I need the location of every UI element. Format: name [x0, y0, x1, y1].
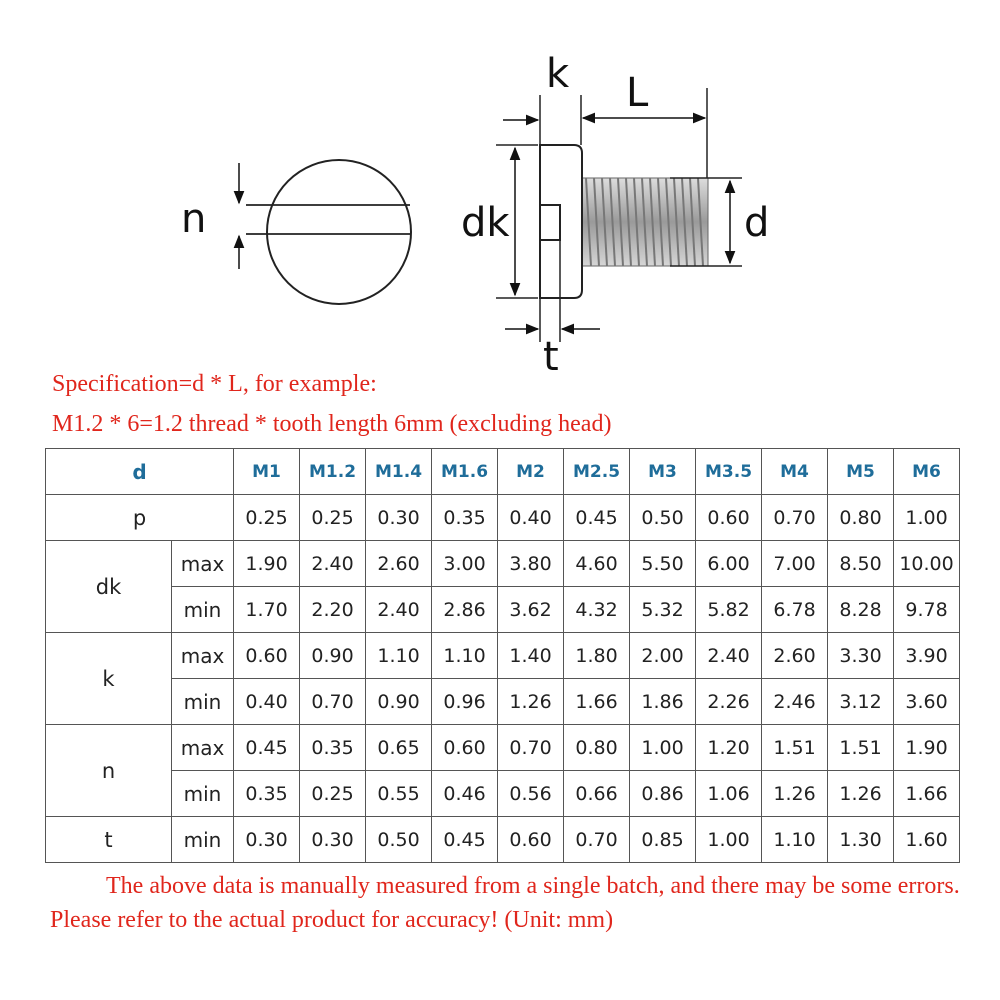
value-cell: 1.00 — [696, 817, 762, 863]
spec-line-2: M1.2 * 6=1.2 thread * tooth length 6mm (excluding head) — [52, 411, 612, 437]
size-header: M5 — [828, 449, 894, 495]
value-cell: 1.90 — [894, 725, 960, 771]
value-cell: 0.30 — [234, 817, 300, 863]
value-cell: 2.00 — [630, 633, 696, 679]
value-cell: 0.56 — [498, 771, 564, 817]
label-L: L — [626, 70, 649, 116]
value-cell: 5.32 — [630, 587, 696, 633]
value-cell: 2.40 — [696, 633, 762, 679]
header-d-label: d — [46, 449, 234, 495]
size-header: M2.5 — [564, 449, 630, 495]
value-cell: 0.30 — [300, 817, 366, 863]
value-cell: 0.66 — [564, 771, 630, 817]
value-cell: 3.62 — [498, 587, 564, 633]
value-cell: 1.80 — [564, 633, 630, 679]
value-cell: 0.46 — [432, 771, 498, 817]
sub-label-max: max — [172, 633, 234, 679]
sub-label-min: min — [172, 771, 234, 817]
value-cell: 5.82 — [696, 587, 762, 633]
table-row-t-min — [46, 817, 960, 863]
value-cell: 1.51 — [828, 725, 894, 771]
value-cell: 1.60 — [894, 817, 960, 863]
value-cell: 0.50 — [366, 817, 432, 863]
value-cell: 0.30 — [366, 495, 432, 541]
value-cell: 1.06 — [696, 771, 762, 817]
value-cell: 0.25 — [234, 495, 300, 541]
value-cell: 1.51 — [762, 725, 828, 771]
value-cell: 1.40 — [498, 633, 564, 679]
screw-thread — [580, 178, 708, 266]
label-t: t — [543, 334, 559, 370]
table-row-dk-max — [46, 541, 960, 587]
row-label-p: p — [46, 495, 234, 541]
size-header: M1.4 — [366, 449, 432, 495]
value-cell: 1.90 — [234, 541, 300, 587]
value-cell: 3.00 — [432, 541, 498, 587]
value-cell: 1.00 — [630, 725, 696, 771]
size-header: M1.6 — [432, 449, 498, 495]
size-header: M1.2 — [300, 449, 366, 495]
table-row-n-min — [46, 771, 960, 817]
value-cell: 1.66 — [564, 679, 630, 725]
value-cell: 0.50 — [630, 495, 696, 541]
row-label-dk: dk — [46, 541, 172, 633]
value-cell: 7.00 — [762, 541, 828, 587]
value-cell: 3.80 — [498, 541, 564, 587]
table-row-dk-min — [46, 587, 960, 633]
row-label-t: t — [46, 817, 172, 863]
value-cell: 3.60 — [894, 679, 960, 725]
value-cell: 3.12 — [828, 679, 894, 725]
value-cell: 0.40 — [234, 679, 300, 725]
value-cell: 1.20 — [696, 725, 762, 771]
value-cell: 2.26 — [696, 679, 762, 725]
value-cell: 0.90 — [300, 633, 366, 679]
value-cell: 0.70 — [564, 817, 630, 863]
value-cell: 0.45 — [432, 817, 498, 863]
sub-label-min: min — [172, 679, 234, 725]
value-cell: 0.60 — [696, 495, 762, 541]
value-cell: 10.00 — [894, 541, 960, 587]
value-cell: 9.78 — [894, 587, 960, 633]
value-cell: 0.70 — [762, 495, 828, 541]
table-row-p — [46, 495, 960, 541]
table-row-k-max — [46, 633, 960, 679]
value-cell: 1.26 — [498, 679, 564, 725]
size-header: M3 — [630, 449, 696, 495]
value-cell: 0.55 — [366, 771, 432, 817]
value-cell: 0.90 — [366, 679, 432, 725]
value-cell: 0.65 — [366, 725, 432, 771]
sub-label-min: min — [172, 587, 234, 633]
value-cell: 0.35 — [300, 725, 366, 771]
label-dk: dk — [461, 200, 510, 246]
value-cell: 0.25 — [300, 771, 366, 817]
value-cell: 0.60 — [432, 725, 498, 771]
sub-label-max: max — [172, 541, 234, 587]
label-n: n — [181, 196, 207, 242]
value-cell: 1.26 — [762, 771, 828, 817]
sub-label-min: min — [172, 817, 234, 863]
value-cell: 0.25 — [300, 495, 366, 541]
value-cell: 0.70 — [498, 725, 564, 771]
value-cell: 8.28 — [828, 587, 894, 633]
value-cell: 5.50 — [630, 541, 696, 587]
label-d: d — [744, 200, 770, 246]
value-cell: 0.80 — [828, 495, 894, 541]
value-cell: 3.90 — [894, 633, 960, 679]
value-cell: 8.50 — [828, 541, 894, 587]
value-cell: 0.96 — [432, 679, 498, 725]
table-header-row — [46, 449, 960, 495]
measurement-note: The above data is manually measured from a single batch, and there may be some errors. Please refer to the actual product for accuracy! (Unit: mm) — [50, 873, 960, 933]
value-cell: 1.10 — [366, 633, 432, 679]
value-cell: 6.00 — [696, 541, 762, 587]
sub-label-max: max — [172, 725, 234, 771]
value-cell: 1.66 — [894, 771, 960, 817]
value-cell: 2.40 — [366, 587, 432, 633]
value-cell: 1.30 — [828, 817, 894, 863]
value-cell: 4.32 — [564, 587, 630, 633]
value-cell: 3.30 — [828, 633, 894, 679]
value-cell: 0.60 — [498, 817, 564, 863]
value-cell: 2.60 — [762, 633, 828, 679]
spec-line-1: Specification=d * L, for example: — [52, 371, 377, 397]
value-cell: 2.86 — [432, 587, 498, 633]
value-cell: 6.78 — [762, 587, 828, 633]
value-cell: 1.00 — [894, 495, 960, 541]
value-cell: 0.85 — [630, 817, 696, 863]
value-cell: 0.86 — [630, 771, 696, 817]
table-row-n-max — [46, 725, 960, 771]
size-header: M6 — [894, 449, 960, 495]
row-label-k: k — [46, 633, 172, 725]
head-top-view — [181, 160, 411, 304]
screw-side-view — [461, 51, 769, 370]
value-cell: 0.45 — [564, 495, 630, 541]
value-cell: 1.10 — [432, 633, 498, 679]
value-cell: 1.86 — [630, 679, 696, 725]
value-cell: 0.35 — [432, 495, 498, 541]
table-row-k-min — [46, 679, 960, 725]
value-cell: 0.40 — [498, 495, 564, 541]
label-k: k — [546, 51, 570, 97]
value-cell: 0.35 — [234, 771, 300, 817]
value-cell: 0.80 — [564, 725, 630, 771]
size-header: M1 — [234, 449, 300, 495]
value-cell: 1.26 — [828, 771, 894, 817]
size-header: M4 — [762, 449, 828, 495]
value-cell: 0.60 — [234, 633, 300, 679]
screw-dimension-diagram — [0, 0, 1000, 370]
value-cell: 1.10 — [762, 817, 828, 863]
value-cell: 2.20 — [300, 587, 366, 633]
value-cell: 2.40 — [300, 541, 366, 587]
value-cell: 2.60 — [366, 541, 432, 587]
value-cell: 1.70 — [234, 587, 300, 633]
value-cell: 0.45 — [234, 725, 300, 771]
value-cell: 4.60 — [564, 541, 630, 587]
size-header: M3.5 — [696, 449, 762, 495]
row-label-n: n — [46, 725, 172, 817]
value-cell: 2.46 — [762, 679, 828, 725]
size-header: M2 — [498, 449, 564, 495]
value-cell: 0.70 — [300, 679, 366, 725]
dimension-table — [45, 448, 960, 863]
